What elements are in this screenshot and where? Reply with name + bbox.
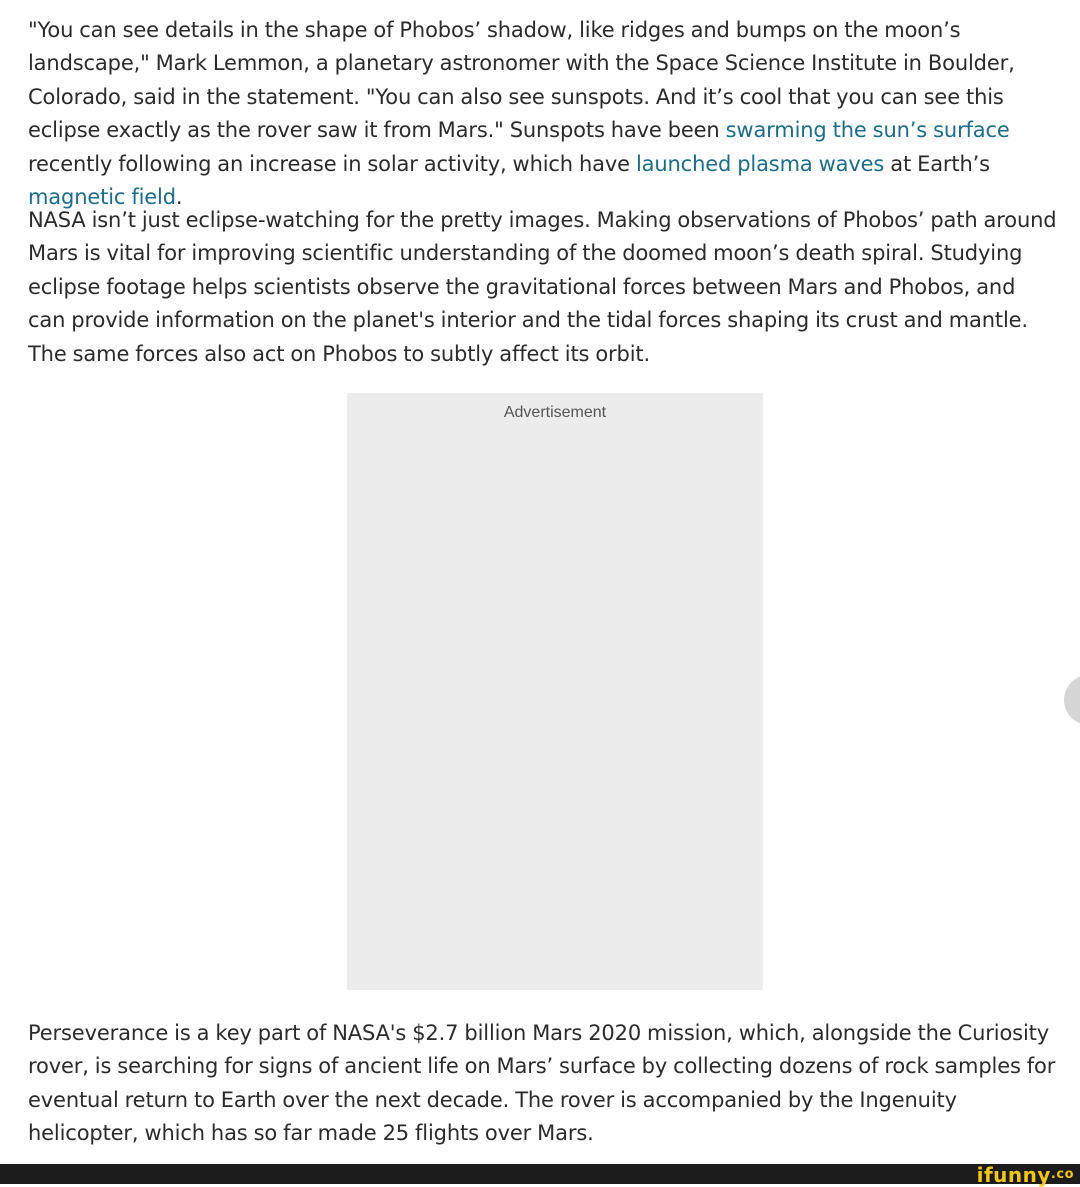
link-launched-plasma-waves[interactable]: launched plasma waves xyxy=(635,151,885,176)
link-swarming-sun-surface[interactable]: swarming the sun’s surface xyxy=(725,118,1010,143)
paragraph-1-text-c: at Earth’s xyxy=(884,151,990,176)
advertisement-slot[interactable] xyxy=(347,393,763,990)
advertisement-label: Advertisement xyxy=(503,404,607,421)
footer-bar xyxy=(0,1163,1080,1187)
ifunny-watermark-logo xyxy=(977,1165,1074,1185)
link-magnetic-field[interactable]: magnetic field xyxy=(28,185,176,210)
paragraph-3: Perseverance is a key part of NASA's $2.7 billion Mars 2020 mission, which, alongside the Curiosity rover, is searching for signs of ancient life on Mars’ surface by collecting dozens of rock samples for eventual return to Earth over the next decade. The rover is accompanied by the Ingenuity helicopter, which has so far made 25 flights over Mars. xyxy=(28,1021,1056,1146)
paragraph-2: NASA isn’t just eclipse-watching for the pretty images. Making observations of Phobos’ path around Mars is vital for improving scientific understanding of the doomed moon’s death spiral. Studying eclipse footage helps scientists observe the gravitational forces between Mars and Phobos, and can provide information on the planet's interior and the tidal forces shaping its crust and mantle. The same forces also act on Phobos to subtly affect its orbit. xyxy=(28,208,1057,366)
paragraph-1-text-a: "You can see details in the shape of Phobos’ shadow, like ridges and bumps on the moon’s landscape," Mark Lemmon, a planetary astronomer with the Space Science Institute in Boulder, Colorado, said in the statement. "You can also see sunspots. And it’s cool that you can see this eclipse exactly as the rover saw it from Mars." Sunspots have been xyxy=(28,18,1015,143)
paragraph-1-text-b: recently following an increase in solar activity, which have xyxy=(28,151,636,176)
watermark-brand: ifunny xyxy=(976,1163,1051,1187)
paragraph-1 xyxy=(28,14,1076,214)
side-scroll-handle[interactable] xyxy=(1064,675,1080,725)
watermark-suffix: .co xyxy=(1050,1167,1074,1182)
paragraph-1-text-d: . xyxy=(175,185,183,210)
